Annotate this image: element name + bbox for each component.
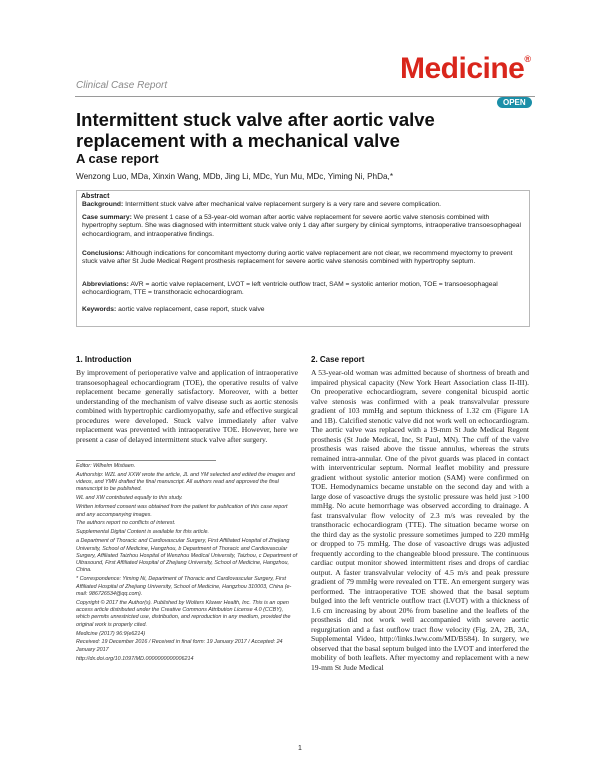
footnote: Copyright © 2017 the Author(s). Published by Wolters Kluwer Health, Inc. This is an open access article distributed under the Creative Commons Attribution License 4.0 (CCBY), which permits unrestricted use, distribution, and reproduction in any medium, provided the original work is properly cited. <box>76 599 291 628</box>
abstract-abbreviations <box>82 281 525 298</box>
section-label: Clinical Case Report <box>76 80 168 91</box>
abstract-conclusions <box>82 250 525 267</box>
header-divider <box>75 96 535 97</box>
footnote: Authorship: WZL and XXW wrote the article, JL and YM selected and edited the images and videos, and YMN drafted the final manuscript. All authors read and approved the final manuscript to be published. <box>76 471 296 493</box>
footnote: Written informed consent was obtained from the patient for publication of this case report and any accompanying images. <box>76 504 288 518</box>
page-number: 1 <box>298 745 302 752</box>
abbreviations-text: AVR = aortic valve replacement, LVOT = left ventricle outflow tract, SAM = systolic anterior motion, TOE = transoesophageal echocardiogram, TTE = transthoracic echocardiogram. <box>82 281 498 297</box>
footnotes <box>76 463 298 665</box>
introduction-heading: 1. Introduction <box>76 355 132 364</box>
footnote: Supplemental Digital Content is available for this article. <box>76 529 210 536</box>
doi-link[interactable]: http://dx.doi.org/10.1097/MD.0000000000006214 <box>76 655 194 662</box>
footnote: a Department of Thoracic and Cardiovascular Surgery, First Affiliated Hospital of Zhejiang University, School of Medicine, Hangzhou, b Department of Thoracic and Cardiovascular Surgery, Affiliated Taizhou Hospital of Wenzhou Medical University, Taizhou, c Department of Ultrasound, First Affiliated Hospital of Zhejiang University, School of Medicine, Hangzhou, China. <box>76 538 298 574</box>
abbreviations-label: Abbreviations: <box>82 281 129 288</box>
journal-name: Medicine <box>400 52 525 85</box>
footnote: * Correspondence: Yiming Ni, Department of Thoracic and Cardiovascular Surgery, First Affiliated Hospital of Zhejiang University, School of Medicine, Hangzhou 310003, China (e-mail: 986726534@qq.com). <box>76 576 292 597</box>
introduction-text: By improvement of perioperative valve and application of intraoperative transoesophageal echocardiogram (TOE), the operative results of valve replacement became generally satisfactory. Moreover, with a better understanding of the mechanism of valve disease such as aortic stenosis combined with hypertrophic cardiomyopathy, safe and effective surgical procedures were developed. Stuck valve immediately after valve replacement was prevented with intraoperative TOE. However, here we present a case of delayed intermittent stuck valve after surgery. <box>76 368 298 444</box>
footnote: The authors report no conflicts of interest. <box>76 520 176 527</box>
footnote: WL and XW contributed equally to this study. <box>76 495 183 502</box>
article-subtitle: A case report <box>76 151 159 166</box>
background-label: Background: <box>82 201 124 208</box>
journal-logo <box>400 52 531 86</box>
case-report-text: A 53-year-old woman was admitted because of shortness of breath and impaired physical capacity (New York Heart Association class II-III). On preoperative echocardiogram, severe congenital bicuspid aortic valve stenosis was confirmed with a peak transvalvular pressure gradient of 103 mmHg and septum thickness of 1.32 cm (Figure 1A and 1B). Calcified stenotic valve did not work well on echocardiogram. The aortic valve was replaced with a 19-mm St Jude Medical Regent prosthesis (St Jude Medical, Inc, St Paul, MN). The cuff of the valve prosthesis was raised above the tissue annulus, whereas the struts remained intra-annular. One of the pivot guards was placed in contact with interventricular septum. Normal leaflet mobility and pressure gradient without systolic anterior motion (SAM) were confirmed on TOE. Hemodynamics became unstable on the second day and with a large dose of vasoactive drugs the systolic pressure was held just >100 mmHg. No acute hemorrhage was observed according to drainage. A fast transvalvular flow velocity of 2.3 m/s was revealed by the transthoracic echocardiogram (TTE). The situation became worse on the third day as the systolic pressure sometimes jumped to 220 mmHg or dropped to 75 mmHg. The dose of vasoactive drugs was adjusted frequently according to the changeable blood pressure. The continuous cardiac output monitor showed intermittent rises and drops of cardiac output. A faster transvalvular velocity of 4.5 m/s and peak pressure gradient of 79 mmHg were revealed on TTE. An emergent surgery was performed. The intraoperative TOE showed that the basal septum bulged into the left ventricle outflow tract (LVOT) with a thickness of 1.6 cm increasing by about 20% from baseline and the leaflets of the prosthesis did not work well accompanied with severe aortic regurgitation and a fast outflow tract flow velocity (Fig. 2A, 2B, 3A, Supplemental Video, http://links.lww.com/MD/B584). In surgery, we observed that the basal septum bulged into the LVOT and interfered the mobility of both leaflets. After myectomy and replacement with a new 19-mm St Jude Medical <box>311 368 529 672</box>
keywords-text: aortic valve replacement, case report, stuck valve <box>118 306 265 313</box>
footnote: Received: 19 December 2016 / Received in final form: 19 January 2017 / Accepted: 24 January 2017 <box>76 639 283 653</box>
keywords-label: Keywords: <box>82 306 117 313</box>
case-summary-label: Case summary: <box>82 214 132 221</box>
abstract-background <box>82 201 525 209</box>
footnote: Editor: Wilhelm Mistiaen. <box>76 463 136 469</box>
abstract-case-summary <box>82 214 525 239</box>
abstract-heading: Abstract <box>81 193 110 200</box>
conclusions-label: Conclusions: <box>82 250 125 257</box>
abstract-box <box>76 190 530 327</box>
case-summary-text: We present 1 case of a 53-year-old woman after aortic valve replacement for severe aortic valve stenosis combined with hypertrophy septum. She was diagnosed with intermittent stuck valve only 1 day after surgery by clinical symptoms, intraoperative transoesophageal echocardiogram, and intraoperative findings. <box>82 214 521 238</box>
footnote-divider <box>76 460 216 461</box>
abstract-keywords <box>82 306 525 314</box>
registered-mark: ® <box>524 54 531 64</box>
conclusions-text: Although indications for concomitant myectomy during aortic valve replacement are not clear, we recommend myectomy to prevent stuck valve after St Jude Medical Regent prosthesis replacement for severe aortic valve stenosis combined with hypertrophy septum. <box>82 250 513 266</box>
page-header <box>0 50 600 107</box>
author-list: Wenzong Luo, MDa, Xinxin Wang, MDb, Jing Li, MDc, Yun Mu, MDc, Yiming Ni, PhDa,* <box>76 172 394 181</box>
footnote: Medicine (2017) 96:9(e6214) <box>76 630 146 637</box>
open-access-badge: OPEN <box>497 97 532 108</box>
background-text: Intermittent stuck valve after mechanical valve replacement surgery is a very rare and severe complication. <box>125 201 442 208</box>
article-title: Intermittent stuck valve after aortic valve replacement with a mechanical valve <box>76 109 435 151</box>
case-report-heading: 2. Case report <box>311 355 365 364</box>
